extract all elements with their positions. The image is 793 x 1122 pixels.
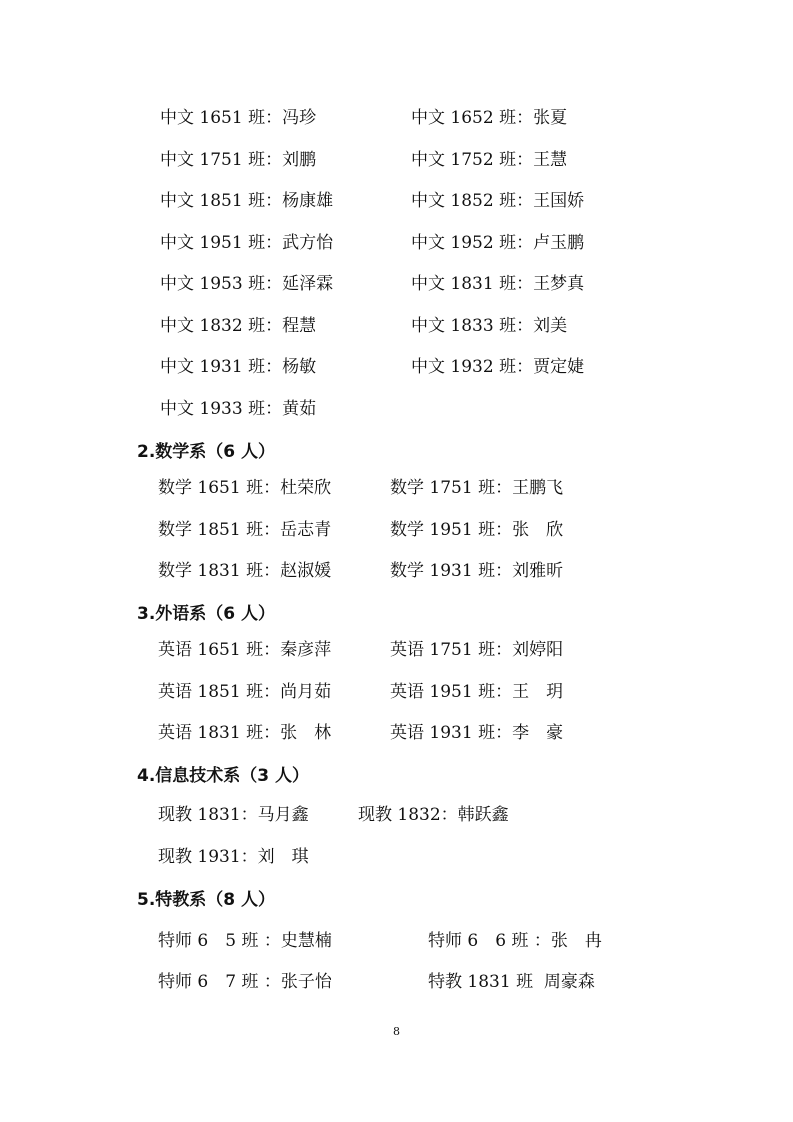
math-entry: 数学 1851 班：岳志青 [158, 520, 332, 540]
chinese-entry: 中文 1951 班：武方怡 [160, 233, 334, 253]
foreign-entry: 英语 1931 班：李 豪 [390, 723, 564, 743]
chinese-entry: 中文 1832 班：程慧 [160, 316, 317, 336]
special-entry: 特师 6 6 班 ：张 冉 [428, 931, 602, 951]
chinese-entry: 中文 1652 班：张夏 [411, 108, 568, 128]
chinese-entry: 中文 1851 班：杨康雄 [160, 191, 334, 211]
math-entry: 数学 1751 班：王鹏飞 [390, 478, 564, 498]
chinese-entry: 中文 1831 班：王梦真 [411, 274, 585, 294]
math-entry: 数学 1951 班：张 欣 [390, 520, 564, 540]
chinese-entry: 中文 1751 班：刘鹏 [160, 150, 317, 170]
chinese-entry: 中文 1952 班：卢玉鹏 [411, 233, 585, 253]
chinese-entry: 中文 1953 班：延泽霖 [160, 274, 334, 294]
it-entry: 现教 1832：韩跃鑫 [358, 805, 509, 825]
foreign-entry: 英语 1851 班：尚月茹 [158, 682, 332, 702]
special-entry: 特师 6 7 班 ：张子怡 [158, 972, 332, 992]
math-entry: 数学 1931 班：刘雅昕 [390, 561, 564, 581]
chinese-entry: 中文 1651 班：冯珍 [160, 108, 317, 128]
section-heading-foreign: 3.外语系（6 人） [137, 604, 276, 624]
page-number: 8 [393, 1025, 400, 1038]
special-entry: 特教 1831 班 周豪森 [428, 972, 595, 992]
section-heading-it: 4.信息技术系（3 人） [137, 766, 310, 786]
foreign-entry: 英语 1751 班：刘婷阳 [390, 640, 564, 660]
math-entry: 数学 1651 班：杜荣欣 [158, 478, 332, 498]
it-entry: 现教 1831：马月鑫 [158, 805, 309, 825]
math-entry: 数学 1831 班：赵淑媛 [158, 561, 332, 581]
foreign-entry: 英语 1951 班：王 玥 [390, 682, 564, 702]
chinese-entry: 中文 1933 班：黄茹 [160, 399, 317, 419]
section-heading-special: 5.特教系（8 人） [137, 890, 276, 910]
special-entry: 特师 6 5 班 ：史慧楠 [158, 931, 332, 951]
chinese-entry: 中文 1852 班：王国娇 [411, 191, 585, 211]
foreign-entry: 英语 1831 班：张 林 [158, 723, 332, 743]
chinese-entry: 中文 1752 班：王慧 [411, 150, 568, 170]
chinese-entry: 中文 1932 班：贾定婕 [411, 357, 585, 377]
chinese-entry: 中文 1833 班：刘美 [411, 316, 568, 336]
it-entry: 现教 1931：刘 琪 [158, 847, 309, 867]
chinese-entry: 中文 1931 班：杨敏 [160, 357, 317, 377]
section-heading-math: 2.数学系（6 人） [137, 442, 276, 462]
foreign-entry: 英语 1651 班：秦彦萍 [158, 640, 332, 660]
